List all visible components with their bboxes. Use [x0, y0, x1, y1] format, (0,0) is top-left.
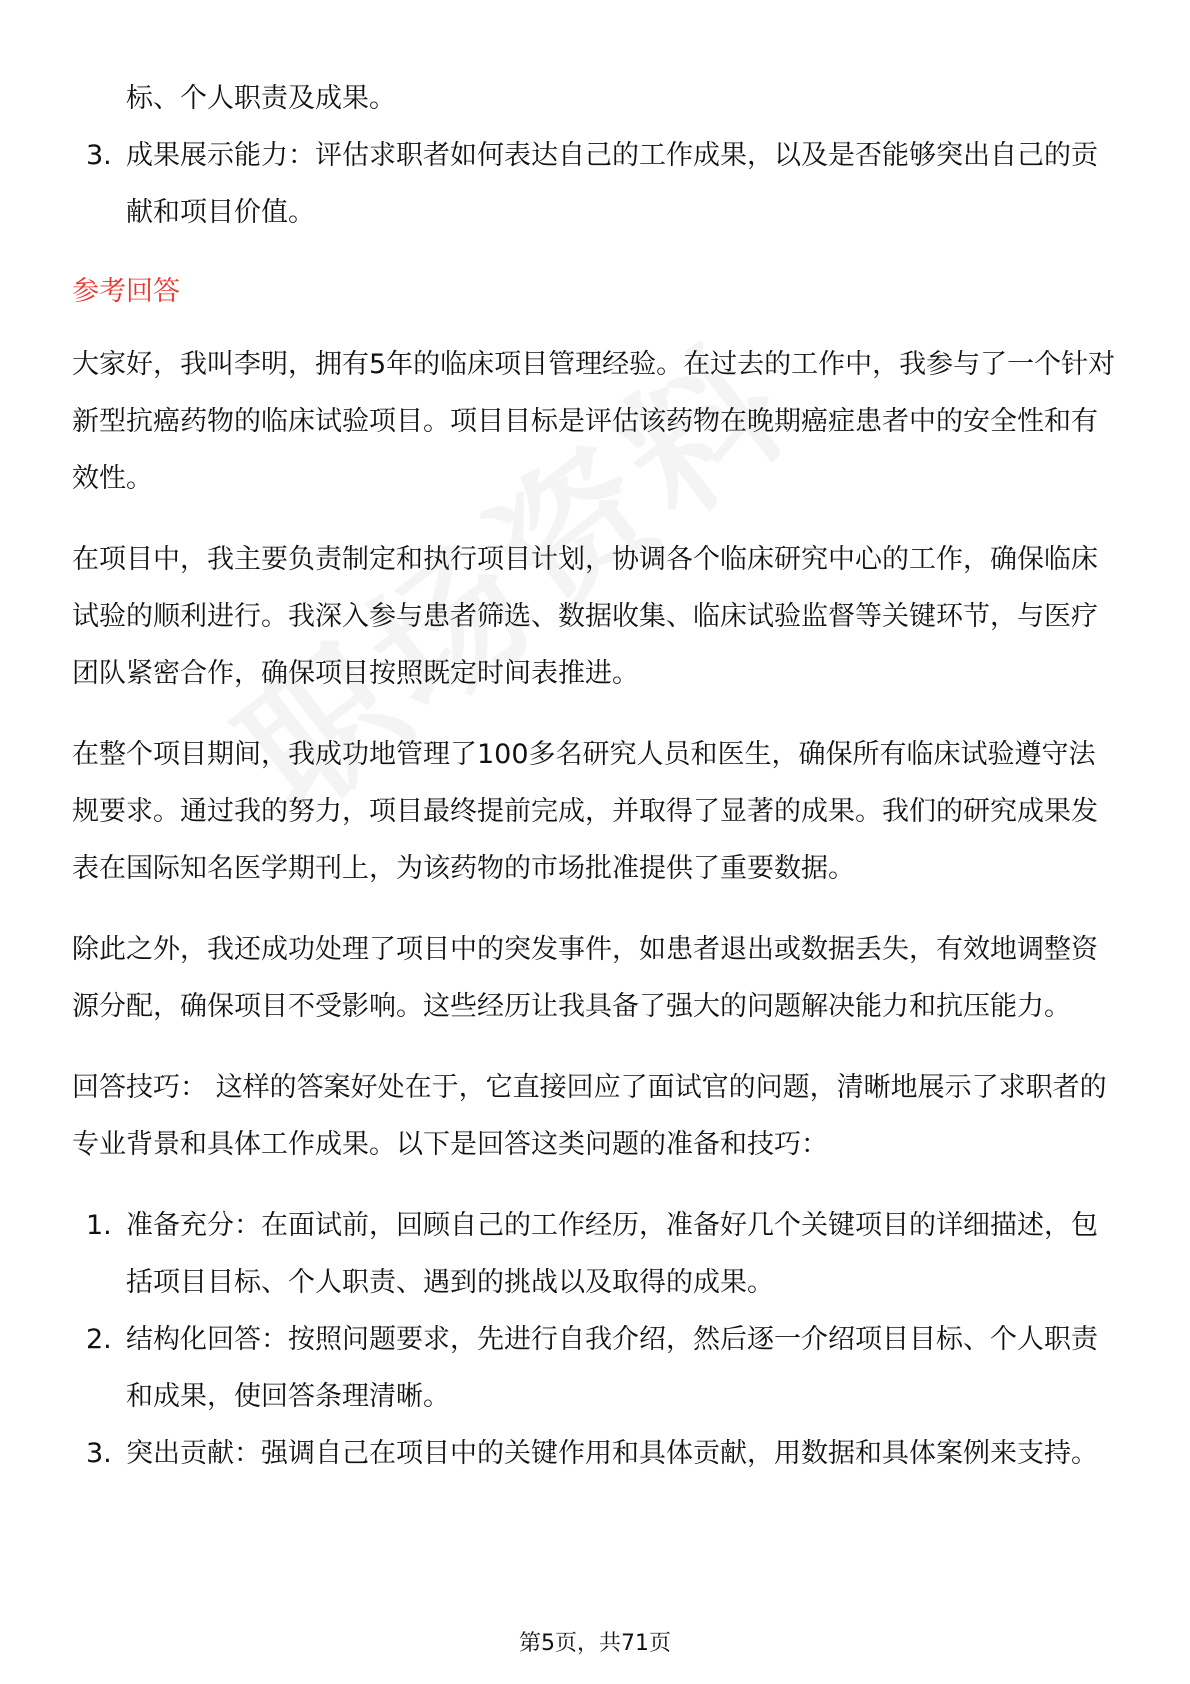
tips-list-item [72, 1311, 1122, 1425]
list-item-text: 突出贡献：强调自己在项目中的关键作用和具体贡献，用数据和具体案例来支持。 [126, 1438, 1098, 1469]
list-item-3-evaluation [72, 127, 1122, 241]
list-number: 3. [86, 1438, 112, 1469]
list-item-text: 结构化回答：按照问题要求，先进行自我介绍，然后逐一介绍项目目标、个人职责和成果，使回答条理清晰。 [126, 1324, 1098, 1412]
tips-list-item [72, 1197, 1122, 1311]
list-number: 3. [86, 140, 112, 171]
answer-paragraph-1: 大家好，我叫李明，拥有5年的临床项目管理经验。在过去的工作中，我参与了一个针对新型抗癌药物的临床试验项目。项目目标是评估该药物在晚期癌症患者中的安全性和有效性。 [72, 349, 1116, 494]
tips-intro-paragraph: 回答技巧： 这样的答案好处在于，它直接回应了面试官的问题，清晰地展示了求职者的专业背景和具体工作成果。以下是回答这类问题的准备和技巧： [72, 1072, 1107, 1160]
list-number: 2. [86, 1324, 112, 1355]
list-item-text: 准备充分：在面试前，回顾自己的工作经历，准备好几个关键项目的详细描述，包括项目目标、个人职责、遇到的挑战以及取得的成果。 [126, 1210, 1098, 1298]
list-item-text: 成果展示能力：评估求职者如何表达自己的工作成果，以及是否能够突出自己的贡献和项目价值。 [126, 140, 1098, 228]
answer-paragraph-3: 在整个项目期间，我成功地管理了100多名研究人员和医生，确保所有临床试验遵守法规要求。通过我的努力，项目最终提前完成，并取得了显著的成果。我们的研究成果发表在国际知名医学期刊上，为该药物的市场批准提供了重要数据。 [72, 739, 1098, 884]
section-title: 参考回答 [72, 276, 180, 307]
tips-list [72, 1197, 1122, 1482]
tips-list-item [72, 1425, 1122, 1482]
answer-paragraph-4: 除此之外，我还成功处理了项目中的突发事件，如患者退出或数据丢失，有效地调整资源分配，确保项目不受影响。这些经历让我具备了强大的问题解决能力和抗压能力。 [72, 934, 1098, 1022]
list-number: 1. [86, 1210, 112, 1241]
list-item-continuation: 标、个人职责及成果。 [126, 83, 396, 114]
page-content [72, 70, 1122, 1482]
answer-paragraph-2: 在项目中，我主要负责制定和执行项目计划，协调各个临床研究中心的工作，确保临床试验的顺利进行。我深入参与患者筛选、数据收集、临床试验监督等关键环节，与医疗团队紧密合作，确保项目按照既定时间表推进。 [72, 544, 1098, 689]
page-number-footer: 第5页，共71页 [519, 1631, 671, 1656]
